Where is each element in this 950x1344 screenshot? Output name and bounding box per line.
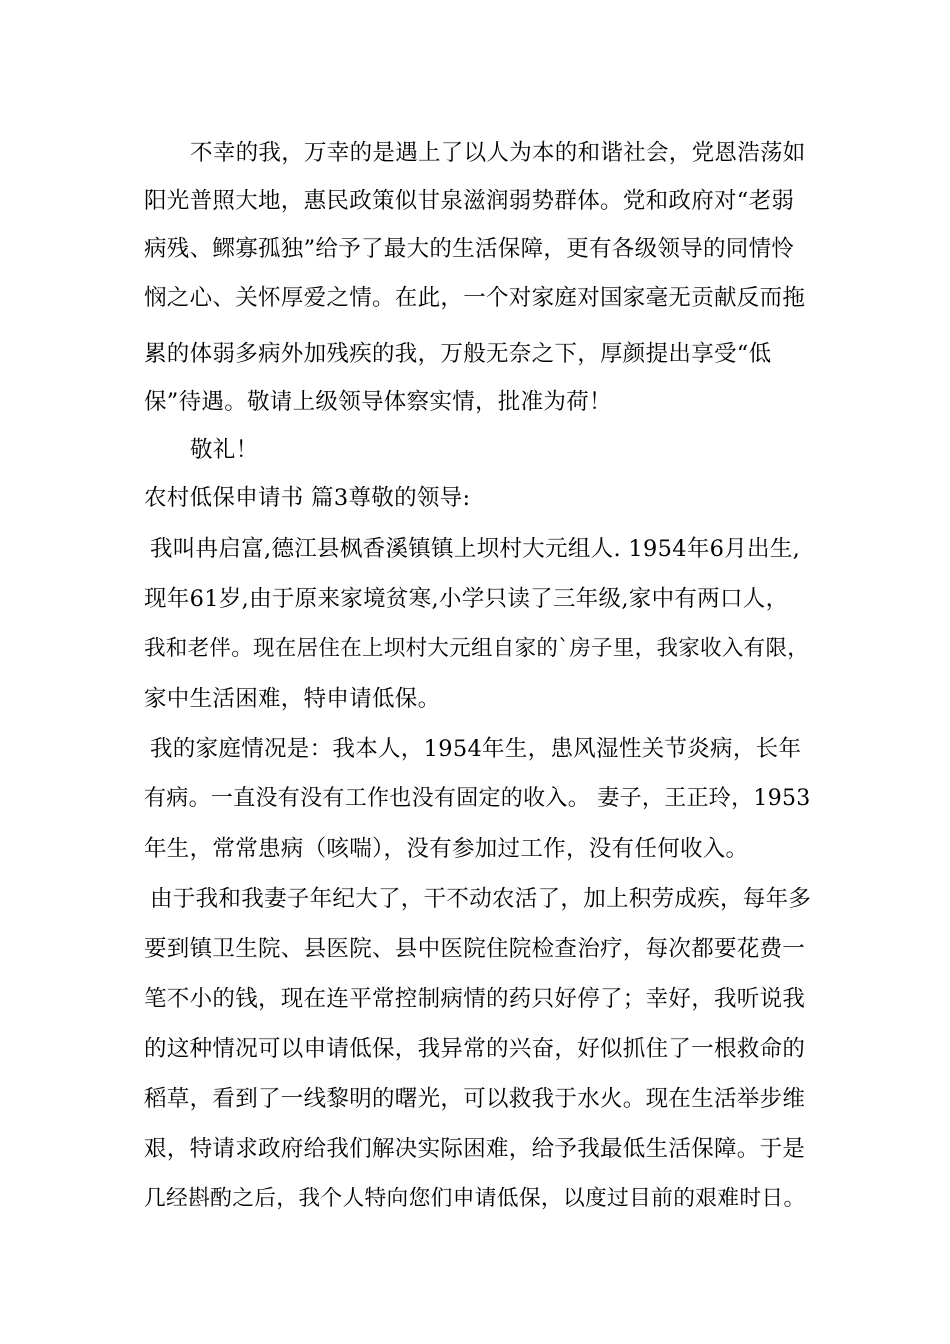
text-line: 几经斟酌之后，我个人特向您们申请低保，以度过目前的艰难时日。 — [144, 1186, 806, 1211]
text-line: 病残、鳏寡孤独”给予了最大的生活保障，更有各级领导的同情怜 — [144, 236, 795, 262]
text-line: 艰，特请求政府给我们解决实际困难，给予我最低生活保障。于是 — [144, 1136, 806, 1162]
text-line: 我叫冉启富,德江县枫香溪镇镇上坝村大元组人. 1954年6月出生, — [150, 536, 801, 562]
text-line: 累的体弱多病外加残疾的我，万般无奈之下，厚颜提出享受“低 — [144, 341, 772, 367]
text-line: 不幸的我，万幸的是遇上了以人为本的和谐社会，党恩浩荡如 — [190, 140, 806, 166]
text-line: 保”待遇。敬请上级领导体察实情，批准为荷！ — [144, 389, 612, 415]
text-line: 我和老伴。现在居住在上坝村大元组自家的`房子里，我家收入有限， — [144, 636, 810, 661]
section-heading: 农村低保申请书 篇3尊敬的领导: — [144, 485, 471, 511]
text-line: 的这种情况可以申请低保，我异常的兴奋，好似抓住了一根救命的 — [144, 1036, 806, 1062]
text-line: 家中生活困难，特申请低保。 — [144, 686, 441, 712]
text-line: 由于我和我妻子年纪大了，干不动农活了，加上积劳成疾，每年多 — [150, 886, 812, 912]
text-line: 有病。一直没有没有工作也没有固定的收入。 妻子，王正玲，1953 — [144, 786, 811, 811]
closing-salutation: 敬礼！ — [190, 437, 259, 463]
text-line: 要到镇卫生院、县医院、县中医院住院检查治疗，每次都要花费一 — [144, 936, 806, 962]
text-line: 阳光普照大地，惠民政策似甘泉滋润弱势群体。党和政府对“老弱 — [144, 188, 795, 214]
text-line: 稻草，看到了一线黎明的曙光，可以救我于水火。现在生活举步维 — [144, 1086, 806, 1112]
text-line: 我的家庭情况是：我本人，1954年生，患风湿性关节炎病，长年 — [150, 736, 802, 762]
text-line: 笔不小的钱，现在连平常控制病情的药只好停了；幸好，我听说我 — [144, 986, 806, 1012]
text-line: 现年61岁,由于原来家境贫寒,小学只读了三年级,家中有两口人， — [144, 586, 789, 612]
text-line: 年生，常常患病（咳喘），没有参加过工作，没有任何收入。 — [144, 836, 749, 862]
text-line: 悯之心、关怀厚爱之情。在此，一个对家庭对国家毫无贡献反而拖 — [144, 285, 806, 311]
